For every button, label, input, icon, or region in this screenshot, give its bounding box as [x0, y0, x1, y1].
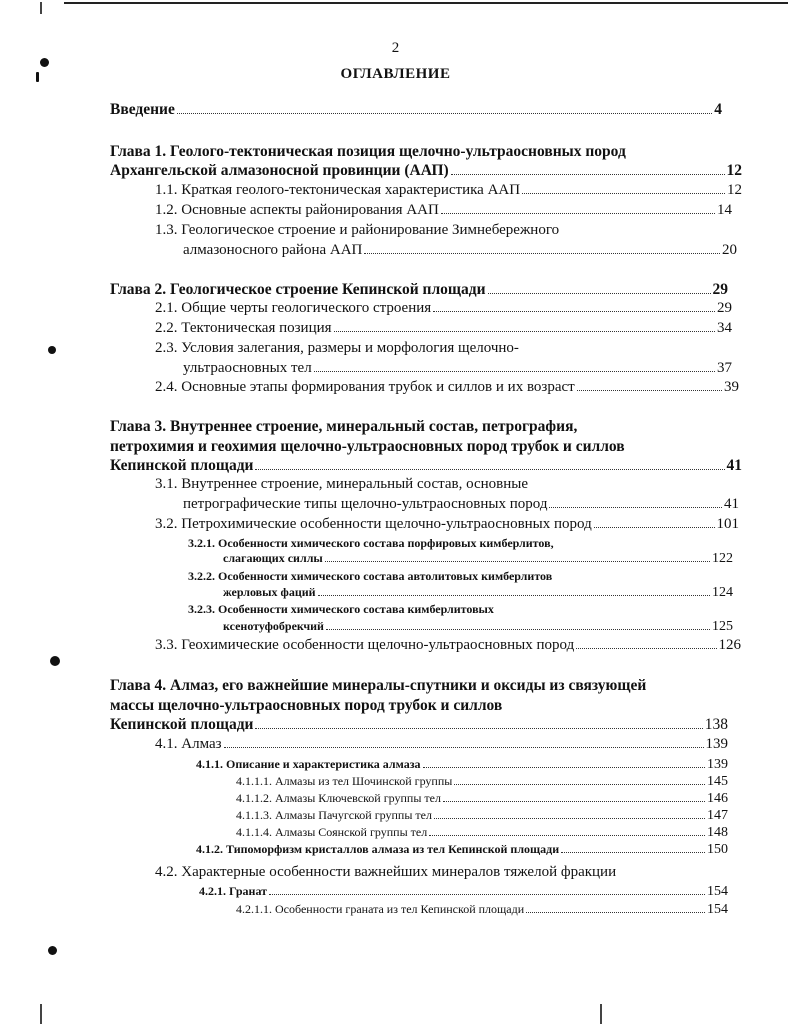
- page-title: ОГЛАВЛЕНИЕ: [340, 66, 451, 82]
- toc-section[interactable]: 3.1. Внутреннее строение, минеральный состав, основные: [155, 476, 529, 492]
- toc-subsection[interactable]: ксенотуфобрекчий 125: [223, 619, 733, 634]
- toc-section[interactable]: 1.1. Краткая геолого-тектоническая характеристика ААП 12: [155, 182, 742, 198]
- toc-section[interactable]: ультраосновных тел 37: [183, 360, 732, 376]
- toc-section[interactable]: 1.3. Геологическое строение и районирование Зимнебережного: [155, 222, 560, 238]
- toc-subsection[interactable]: 4.1.2. Типоморфизм кристаллов алмаза из тел Кепинской площади 150: [196, 842, 728, 857]
- toc-subsection[interactable]: 4.1.1. Описание и характеристика алмаза 139: [196, 757, 728, 772]
- chapter-heading[interactable]: петрохимия и геохимия щелочно-ультраосновных пород трубок и силлов: [110, 438, 625, 455]
- toc-section[interactable]: 2.4. Основные этапы формирования трубок и силлов и их возраст 39: [155, 379, 739, 395]
- punch-hole-mark: [48, 346, 56, 354]
- toc-subsection[interactable]: слагающих силлы 122: [223, 551, 733, 566]
- scan-top-border: [64, 2, 788, 4]
- chapter-heading[interactable]: Кепинской площади 138: [110, 716, 728, 733]
- page-number: 2: [391, 40, 400, 56]
- punch-hole-mark: [48, 946, 57, 955]
- toc-section[interactable]: 2.1. Общие черты геологического строения 29: [155, 300, 732, 316]
- toc-subsection[interactable]: 4.2.1. Гранат 154: [199, 884, 728, 899]
- chapter-heading[interactable]: Глава 1. Геолого-тектоническая позиция щелочно-ультраосновных пород: [110, 143, 626, 160]
- toc-section[interactable]: 3.3. Геохимические особенности щелочно-ультраосновных пород 126: [155, 637, 741, 653]
- chapter-heading[interactable]: Кепинской площади 41: [110, 457, 742, 474]
- toc-subsection[interactable]: 3.2.1. Особенности химического состава порфировых кимберлитов,: [188, 536, 554, 550]
- toc-section[interactable]: 2.2. Тектоническая позиция 34: [155, 320, 732, 336]
- toc-subsection[interactable]: 3.2.3. Особенности химического состава кимберлитовых: [188, 602, 494, 616]
- toc-section[interactable]: 2.3. Условия залегания, размеры и морфология щелочно-: [155, 340, 519, 356]
- toc-section[interactable]: 4.2. Характерные особенности важнейших минералов тяжелой фракции: [155, 864, 617, 880]
- toc-section[interactable]: алмазоносного района ААП 20: [183, 242, 737, 258]
- punch-hole-mark: [50, 656, 60, 666]
- toc-section[interactable]: 1.2. Основные аспекты районирования ААП 14: [155, 202, 732, 218]
- toc-section[interactable]: 3.2. Петрохимические особенности щелочно-ультраосновных пород 101: [155, 516, 739, 532]
- toc-section[interactable]: петрографические типы щелочно-ультраосновных пород 41: [183, 496, 739, 512]
- toc-subsection[interactable]: жерловых фаций 124: [223, 585, 733, 600]
- toc-subsubsection[interactable]: 4.1.1.4. Алмазы Соянской группы тел 148: [236, 825, 728, 840]
- toc-subsubsection[interactable]: 4.1.1.2. Алмазы Ключевской группы тел 146: [236, 791, 728, 806]
- toc-subsubsection[interactable]: 4.1.1.1. Алмазы из тел Шочинской группы 145: [236, 774, 728, 789]
- chapter-heading[interactable]: Глава 3. Внутреннее строение, минеральный состав, петрография,: [110, 418, 578, 435]
- chapter-heading[interactable]: Глава 4. Алмаз, его важнейшие минералы-спутники и оксиды из связующей: [110, 677, 647, 694]
- scan-mark: [40, 1004, 42, 1024]
- toc-subsubsection[interactable]: 4.2.1.1. Особенности граната из тел Кепинской площади 154: [236, 902, 728, 917]
- chapter-heading[interactable]: массы щелочно-ультраосновных пород трубок и силлов: [110, 697, 503, 714]
- scan-mark: [40, 2, 42, 14]
- toc-subsubsection[interactable]: 4.1.1.3. Алмазы Пачугской группы тел 147: [236, 808, 728, 823]
- chapter-heading[interactable]: Глава 2. Геологическое строение Кепинской площади 29: [110, 281, 728, 298]
- chapter-heading[interactable]: Архангельской алмазоносной провинции (ААП) 12: [110, 162, 742, 179]
- scan-mark: [600, 1004, 602, 1024]
- toc-entry-intro[interactable]: Введение 4: [110, 101, 722, 118]
- toc-subsection[interactable]: 3.2.2. Особенности химического состава автолитовых кимберлитов: [188, 569, 553, 583]
- toc-section[interactable]: 4.1. Алмаз 139: [155, 736, 728, 752]
